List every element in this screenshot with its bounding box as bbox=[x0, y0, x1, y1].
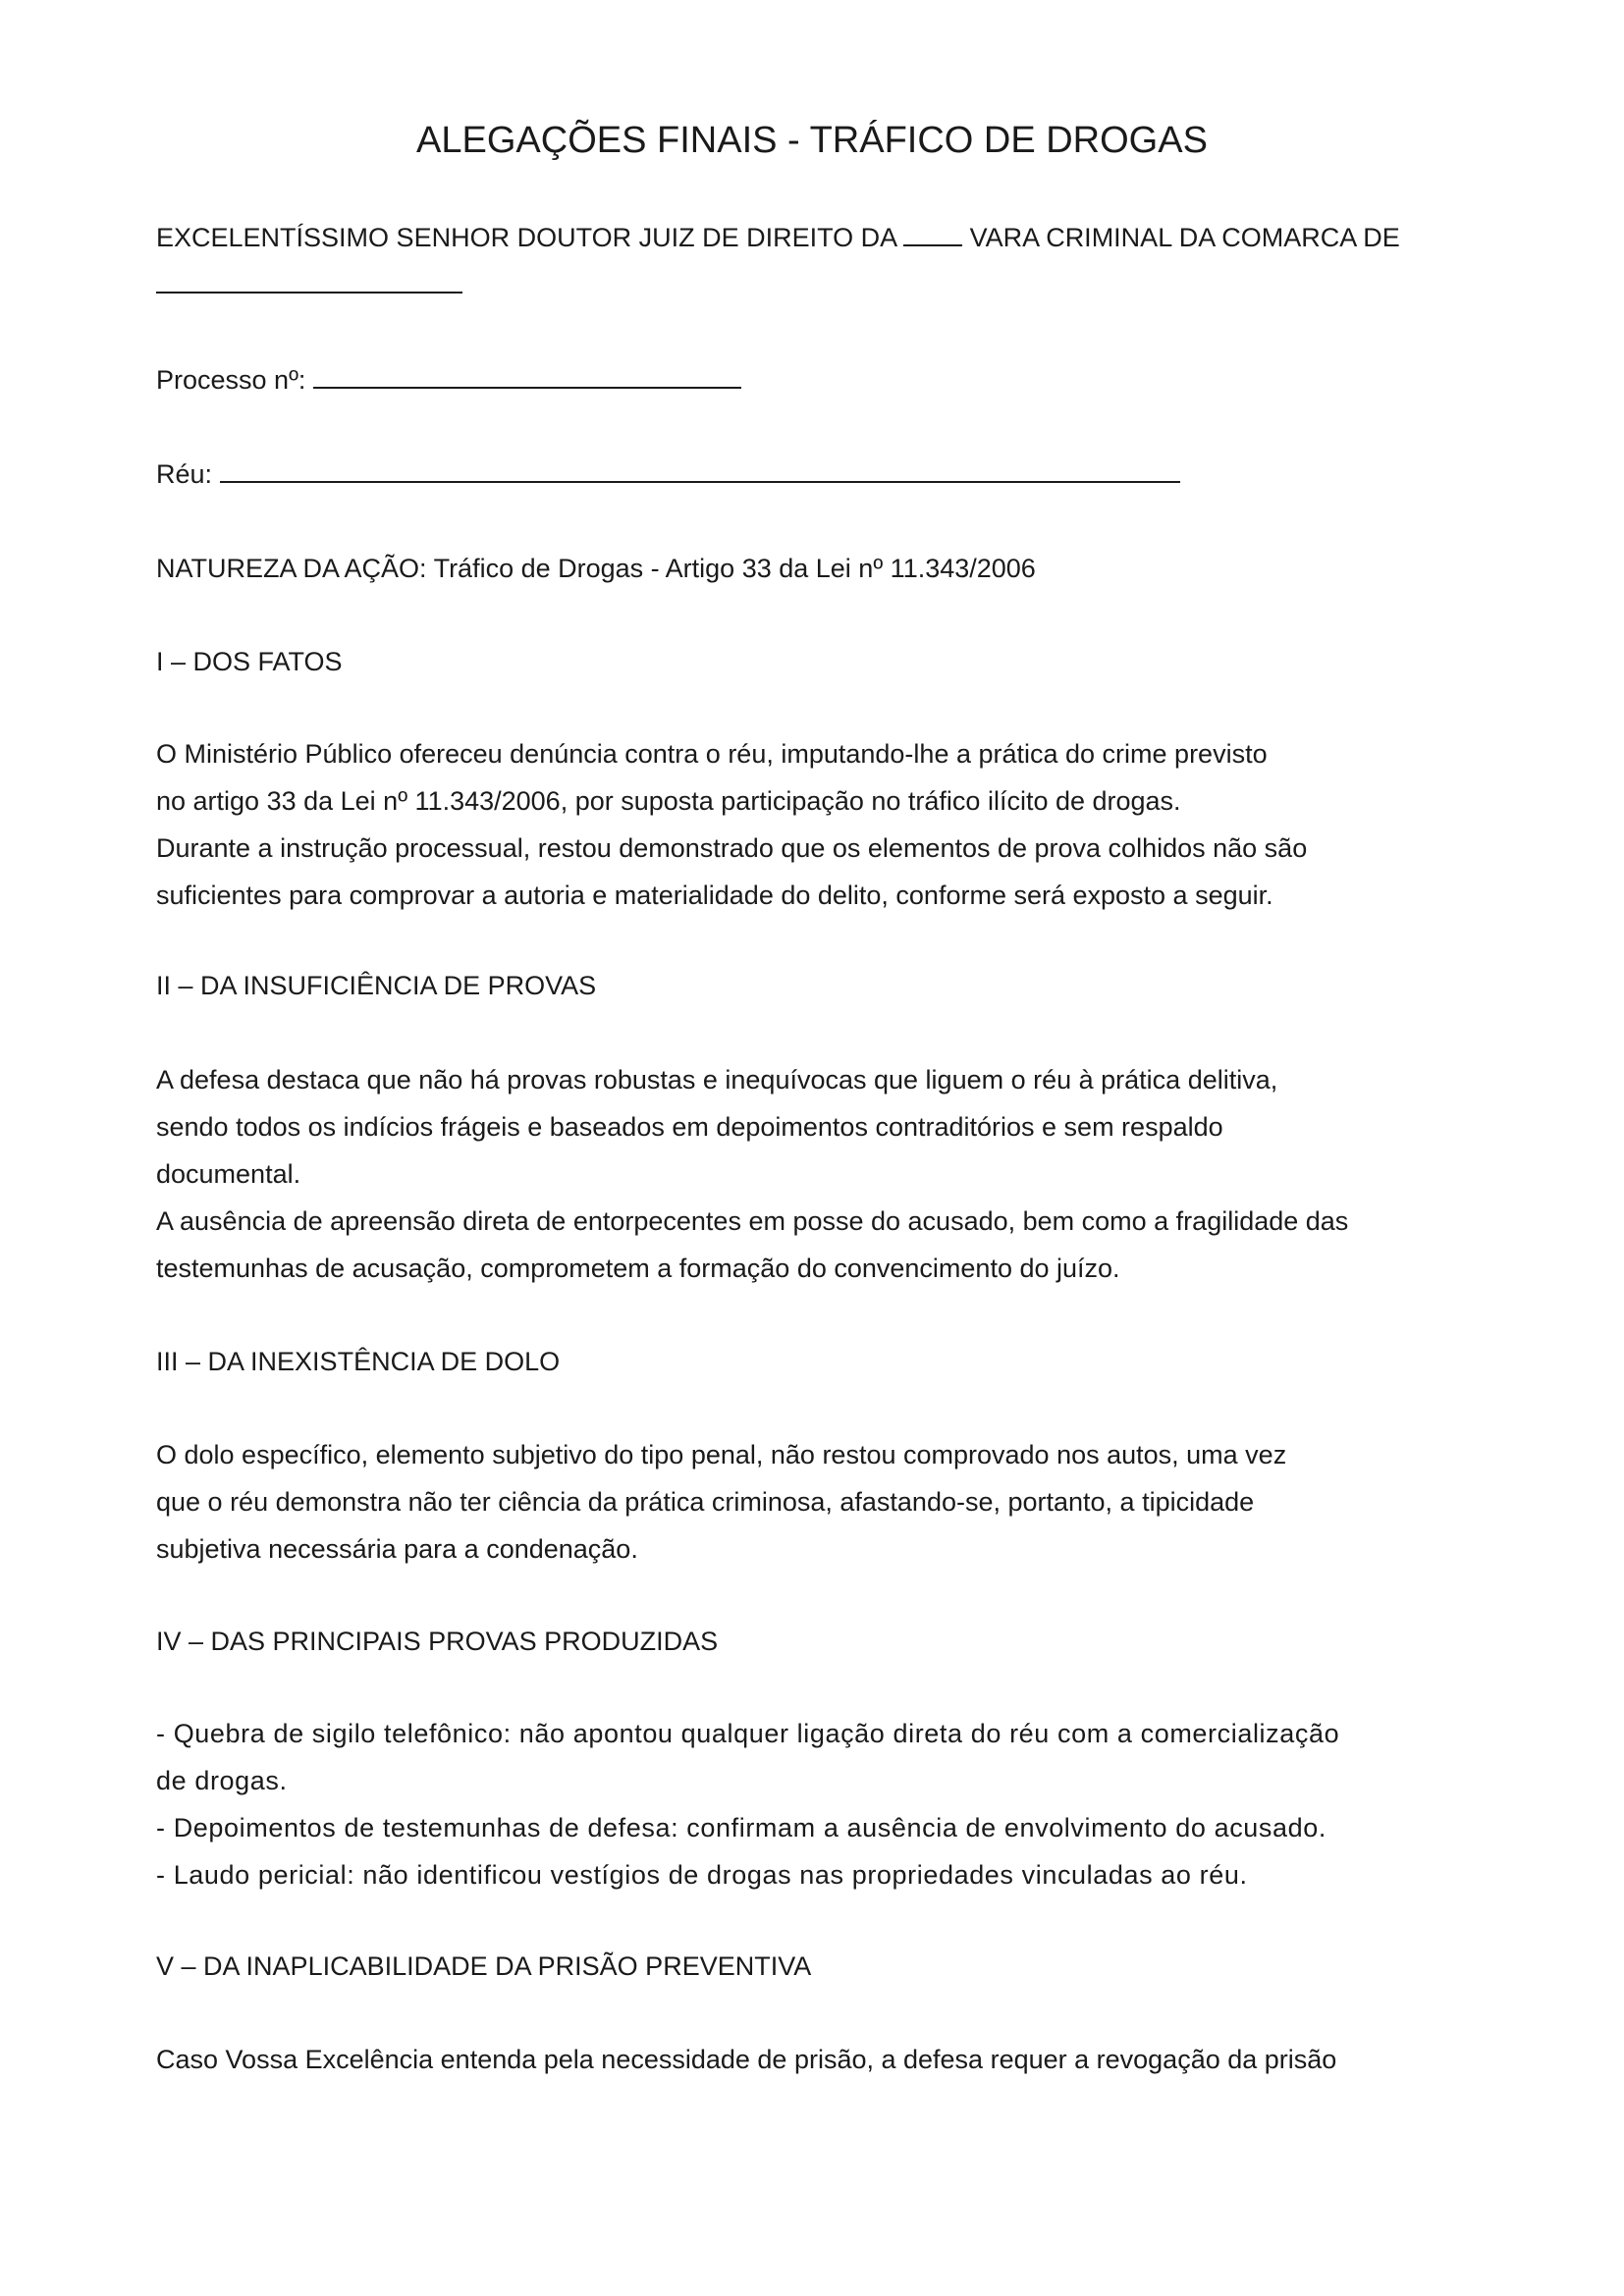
reu-label: Réu: bbox=[156, 459, 213, 489]
paragraph-line: A ausência de apreensão direta de entorpecentes em posse do acusado, bem como a fragilidade das bbox=[156, 1206, 1349, 1236]
section-3-heading: III – DA INEXISTÊNCIA DE DOLO bbox=[156, 1347, 561, 1376]
addressee-line-1: EXCELENTÍSSIMO SENHOR DOUTOR JUIZ DE DIREITO DA VARA CRIMINAL DA COMARCA DE bbox=[156, 214, 1531, 261]
list-item: - Depoimentos de testemunhas de defesa: confirmam a ausência de envolvimento do acusado. bbox=[156, 1813, 1326, 1842]
section-1-heading: I – DOS FATOS bbox=[156, 647, 343, 676]
section-4-heading: IV – DAS PRINCIPAIS PROVAS PRODUZIDAS bbox=[156, 1627, 719, 1656]
section-4-body bbox=[156, 1710, 1531, 1898]
paragraph-line: sendo todos os indícios frágeis e baseados em depoimentos contraditórios e sem respaldo bbox=[156, 1112, 1223, 1142]
section-5-body bbox=[156, 2036, 1531, 2083]
comarca-blank bbox=[156, 264, 462, 294]
paragraph-line: testemunhas de acusação, comprometem a formação do convencimento do juízo. bbox=[156, 1254, 1120, 1283]
reu-field bbox=[156, 451, 1531, 498]
list-item: de drogas. bbox=[156, 1766, 288, 1795]
list-item: - Laudo pericial: não identificou vestígios de drogas nas propriedades vinculadas ao réu. bbox=[156, 1860, 1248, 1890]
paragraph-line: no artigo 33 da Lei nº 11.343/2006, por suposta participação no tráfico ilícito de drogas. bbox=[156, 786, 1181, 816]
paragraph-line: subjetiva necessária para a condenação. bbox=[156, 1534, 638, 1564]
document-title: ALEGAÇÕES FINAIS - TRÁFICO DE DROGAS bbox=[416, 120, 1208, 161]
section-2-body bbox=[156, 1056, 1531, 1292]
section-5-heading: V – DA INAPLICABILIDADE DA PRISÃO PREVENTIVA bbox=[156, 1951, 812, 1981]
paragraph-line: O dolo específico, elemento subjetivo do tipo penal, não restou comprovado nos autos, uma vez bbox=[156, 1440, 1287, 1469]
vara-blank bbox=[903, 217, 962, 246]
section-1-body bbox=[156, 730, 1531, 919]
paragraph-line: A defesa destaca que não há provas robustas e inequívocas que liguem o réu à prática delitiva, bbox=[156, 1065, 1278, 1095]
paragraph-line: documental. bbox=[156, 1159, 301, 1189]
paragraph-line: Durante a instrução processual, restou demonstrado que os elementos de prova colhidos não são bbox=[156, 833, 1308, 863]
natureza-da-acao: NATUREZA DA AÇÃO: Tráfico de Drogas - Artigo 33 da Lei nº 11.343/2006 bbox=[156, 554, 1036, 583]
processo-label: Processo nº: bbox=[156, 365, 306, 395]
section-2-heading: II – DA INSUFICIÊNCIA DE PROVAS bbox=[156, 971, 597, 1000]
paragraph-line: O Ministério Público ofereceu denúncia contra o réu, imputando-lhe a prática do crime previsto bbox=[156, 739, 1268, 769]
list-item: - Quebra de sigilo telefônico: não apontou qualquer ligação direta do réu com a comercialização bbox=[156, 1719, 1340, 1748]
paragraph-line: Caso Vossa Excelência entenda pela necessidade de prisão, a defesa requer a revogação da prisão bbox=[156, 2045, 1337, 2074]
processo-blank bbox=[313, 359, 741, 389]
processo-field bbox=[156, 356, 1531, 403]
section-3-body bbox=[156, 1431, 1531, 1573]
reu-blank bbox=[220, 454, 1180, 483]
paragraph-line: que o réu demonstra não ter ciência da prática criminosa, afastando-se, portanto, a tipicidade bbox=[156, 1487, 1255, 1517]
paragraph-line: suficientes para comprovar a autoria e materialidade do delito, conforme será exposto a seguir. bbox=[156, 881, 1273, 910]
addressee bbox=[156, 214, 1531, 308]
addressee-line-2 bbox=[156, 261, 1531, 308]
